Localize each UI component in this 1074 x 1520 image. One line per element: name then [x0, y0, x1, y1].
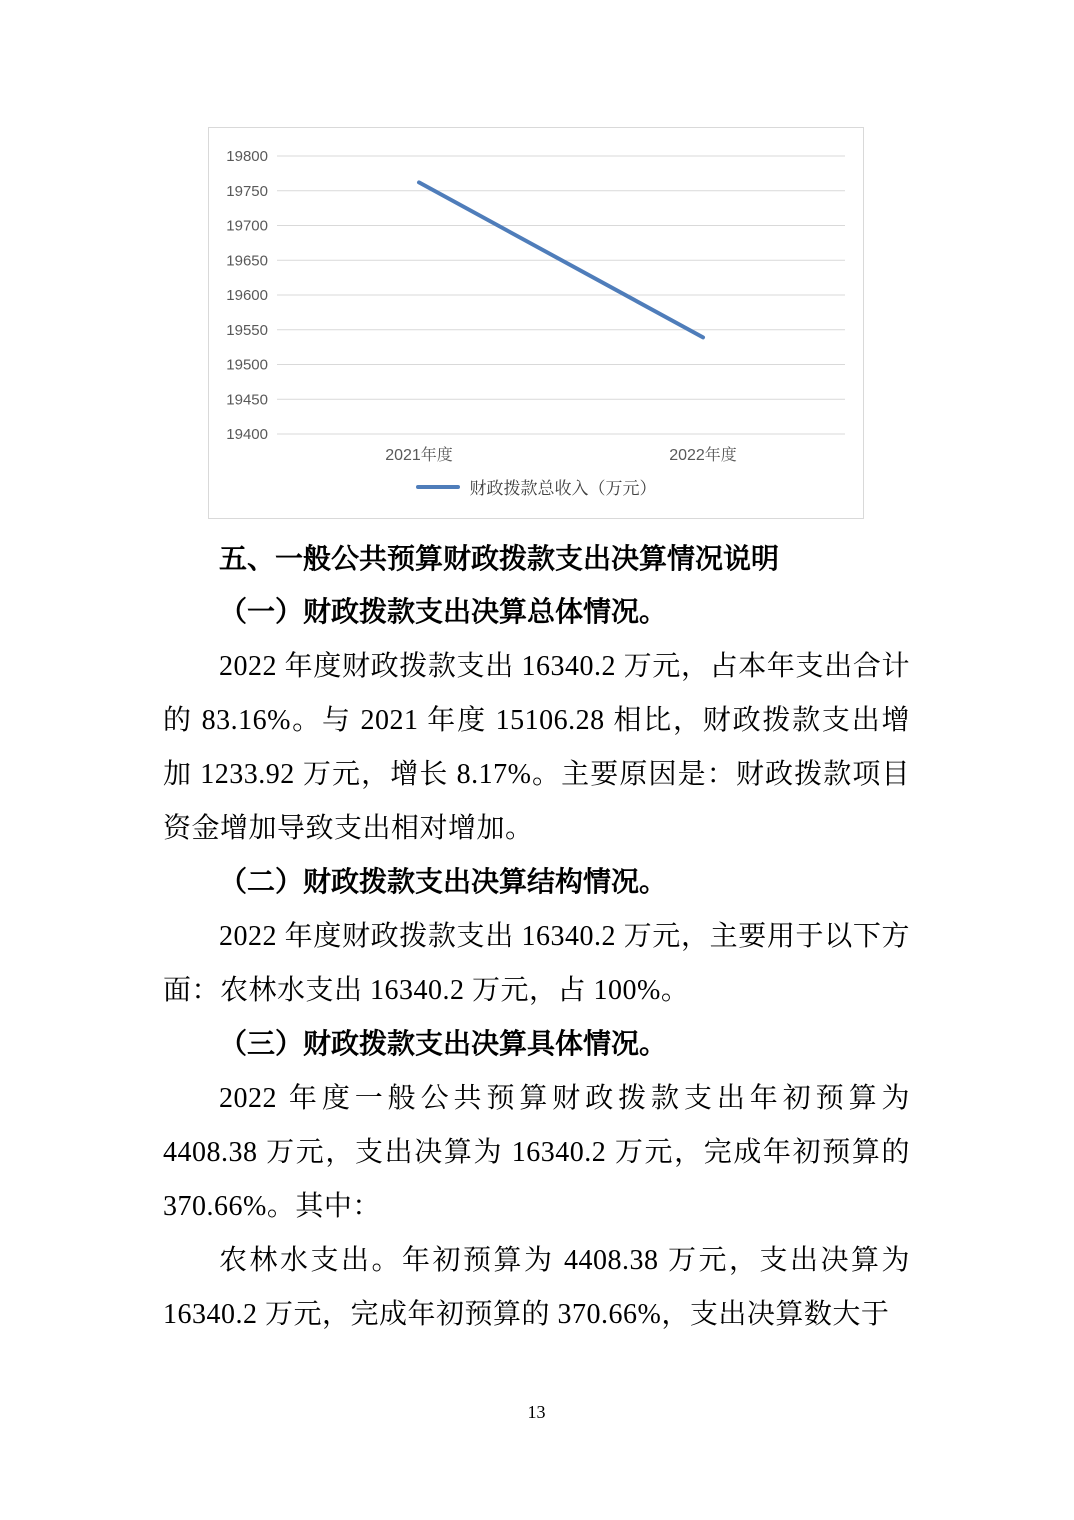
x-tick-label: 2022年度 [669, 447, 737, 464]
subsection-heading: （三）财政拨款支出决算具体情况。 [219, 1029, 668, 1060]
text-blocks [163, 586, 910, 1342]
chart-legend [416, 474, 657, 499]
line-chart [208, 127, 864, 519]
section-heading: 五、一般公共预算财政拨款支出决算情况说明 [219, 543, 780, 574]
body-paragraph: 农林水支出。年初预算为 4408.38 万元，支出决算为 16340.2 万元，完成年初预算的 370.66%，支出决算数大于 [163, 1245, 910, 1330]
page-number: 13 [527, 1402, 546, 1422]
body-paragraph: 2022 年度一般公共预算财政拨款支出年初预算为 4408.38 万元，支出决算为 16340.2 万元，完成年初预算的 370.66%。其中： [163, 1083, 910, 1222]
subsection-heading: （一）财政拨款支出决算总体情况。 [219, 597, 668, 628]
legend-line-swatch [416, 485, 460, 489]
body-paragraph: 2022 年度财政拨款支出 16340.2 万元，占本年支出合计的 83.16%。与 2021 年度 15106.28 相比，财政拨款支出增加 1233.92 万元，增长 8.17%。主要原因是：财政拨款项目资金增加导致支出相对增加。 [163, 651, 910, 844]
y-tick-label: 19450 [226, 391, 268, 409]
chart-plot-area [209, 128, 863, 472]
y-tick-label: 19400 [226, 426, 268, 443]
y-tick-label: 19700 [226, 217, 268, 235]
y-tick-label: 19800 [226, 148, 268, 165]
y-tick-label: 19650 [226, 252, 268, 270]
document-body [163, 532, 910, 1342]
legend-label: 财政拨款总收入（万元） [469, 479, 657, 498]
y-tick-label: 19750 [226, 182, 268, 200]
subsection-heading: （二）财政拨款支出决算结构情况。 [219, 867, 668, 898]
y-tick-label: 19500 [226, 356, 268, 374]
body-paragraph: 2022 年度财政拨款支出 16340.2 万元，主要用于以下方面：农林水支出 16340.2 万元，占 100%。 [163, 921, 910, 1006]
x-tick-label: 2021年度 [385, 447, 453, 464]
y-tick-label: 19600 [226, 287, 268, 304]
y-tick-label: 19550 [226, 321, 268, 339]
